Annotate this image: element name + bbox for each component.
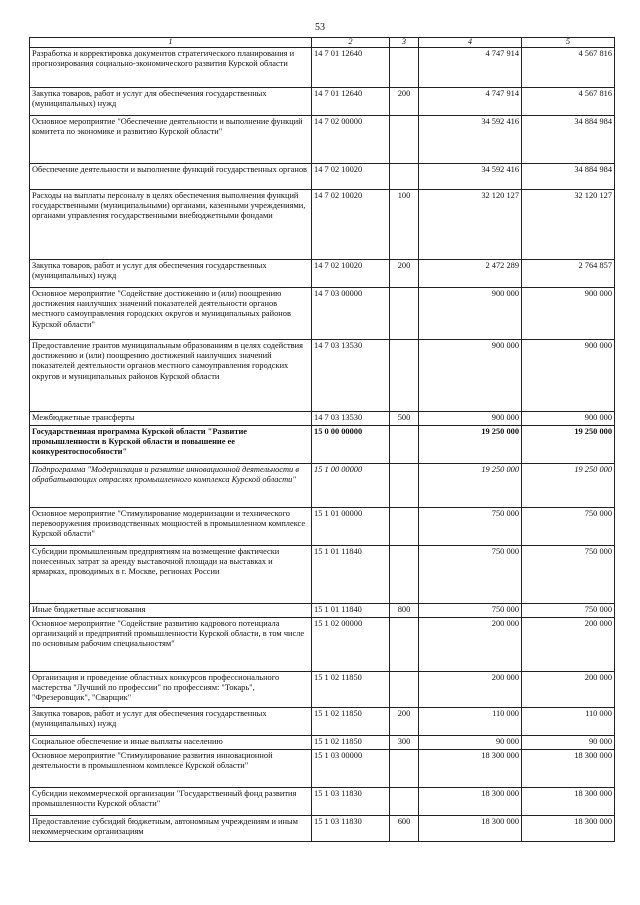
table-row	[30, 426, 615, 464]
table-row	[30, 816, 615, 842]
row-value-col4-cell: 110 000	[419, 708, 522, 736]
table-row	[30, 672, 615, 708]
row-value-col4-cell: 900 000	[419, 288, 522, 340]
row-type-cell	[390, 288, 419, 340]
row-type-cell: 300	[390, 736, 419, 750]
table-row	[30, 604, 615, 618]
column-number: 5	[522, 38, 615, 48]
row-code-cell: 15 1 01 11840	[312, 546, 390, 604]
column-number-row	[30, 38, 615, 48]
table-row	[30, 508, 615, 546]
table-row	[30, 788, 615, 816]
row-code-cell: 14 7 03 13530	[312, 412, 390, 426]
row-type-cell	[390, 340, 419, 412]
row-type-cell: 600	[390, 816, 419, 842]
row-code-cell: 15 1 01 00000	[312, 508, 390, 546]
row-code-cell: 15 1 02 11850	[312, 736, 390, 750]
row-value-col5-cell: 34 884 984	[522, 164, 615, 190]
row-code-cell: 15 1 02 00000	[312, 618, 390, 672]
row-type-cell	[390, 508, 419, 546]
row-value-col4-cell: 18 300 000	[419, 816, 522, 842]
column-number: 4	[419, 38, 522, 48]
row-name-cell: Обеспечение деятельности и выполнение функций государственных органов	[30, 164, 312, 190]
row-value-col4-cell: 19 250 000	[419, 464, 522, 508]
row-name-cell: Субсидии некоммерческой организации "Государственный фонд развития промышленности Курской области"	[30, 788, 312, 816]
row-value-col5-cell: 900 000	[522, 412, 615, 426]
row-name-cell: Государственная программа Курской области "Развитие промышленности в Курской области и повышение ее конкурентоспособности"	[30, 426, 312, 464]
row-name-cell: Предоставление грантов муниципальным образованиям в целях содействия достижению и (или) поощрению достижений наилучших значений показателей деятельности органов местного самоуправления городских округов и муниципальных районов Курской области	[30, 340, 312, 412]
row-type-cell	[390, 788, 419, 816]
row-value-col4-cell: 18 300 000	[419, 788, 522, 816]
row-code-cell: 14 7 03 13530	[312, 340, 390, 412]
row-value-col5-cell: 18 300 000	[522, 750, 615, 788]
budget-table	[29, 37, 615, 842]
row-name-cell: Закупка товаров, работ и услуг для обеспечения государственных (муниципальных) нужд	[30, 88, 312, 116]
row-code-cell: 14 7 02 00000	[312, 116, 390, 164]
row-type-cell: 200	[390, 88, 419, 116]
row-value-col4-cell: 200 000	[419, 672, 522, 708]
row-type-cell: 800	[390, 604, 419, 618]
row-type-cell	[390, 672, 419, 708]
table-row	[30, 48, 615, 88]
row-type-cell: 500	[390, 412, 419, 426]
table-row	[30, 340, 615, 412]
row-name-cell: Социальное обеспечение и иные выплаты населению	[30, 736, 312, 750]
table-row	[30, 260, 615, 288]
row-code-cell: 15 1 02 11850	[312, 708, 390, 736]
row-name-cell: Основное мероприятие "Содействие развитию кадрового потенциала организаций и предприятий промышленности Курской области, в том числе по основным рабочим специальностям"	[30, 618, 312, 672]
row-value-col4-cell: 34 592 416	[419, 116, 522, 164]
row-type-cell	[390, 48, 419, 88]
row-type-cell	[390, 546, 419, 604]
row-code-cell: 14 7 01 12640	[312, 48, 390, 88]
row-value-col4-cell: 2 472 289	[419, 260, 522, 288]
row-code-cell: 15 1 03 00000	[312, 750, 390, 788]
row-code-cell: 15 1 00 00000	[312, 464, 390, 508]
table-row	[30, 288, 615, 340]
row-value-col4-cell: 750 000	[419, 604, 522, 618]
row-code-cell: 15 0 00 00000	[312, 426, 390, 464]
row-code-cell: 14 7 02 10020	[312, 164, 390, 190]
row-value-col5-cell: 90 000	[522, 736, 615, 750]
page-number: 53	[315, 22, 325, 33]
row-name-cell: Организация и проведение областных конкурсов профессионального мастерства "Лучший по профессии" по профессиям: "Токарь", "Фрезеровщик", "Сварщик"	[30, 672, 312, 708]
row-value-col4-cell: 750 000	[419, 508, 522, 546]
row-value-col4-cell: 34 592 416	[419, 164, 522, 190]
row-value-col5-cell: 750 000	[522, 604, 615, 618]
row-value-col5-cell: 2 764 857	[522, 260, 615, 288]
row-value-col4-cell: 4 747 914	[419, 88, 522, 116]
row-type-cell: 200	[390, 260, 419, 288]
table-row	[30, 618, 615, 672]
row-type-cell	[390, 750, 419, 788]
row-value-col5-cell: 900 000	[522, 340, 615, 412]
row-value-col4-cell: 4 747 914	[419, 48, 522, 88]
row-value-col5-cell: 32 120 127	[522, 190, 615, 260]
table-row	[30, 190, 615, 260]
row-name-cell: Подпрограмма "Модернизация и развитие инновационной деятельности в обрабатывающих отраслях промышленного комплекса Курской области"	[30, 464, 312, 508]
row-code-cell: 14 7 01 12640	[312, 88, 390, 116]
row-value-col4-cell: 18 300 000	[419, 750, 522, 788]
row-value-col5-cell: 200 000	[522, 672, 615, 708]
table-row	[30, 116, 615, 164]
table-row	[30, 736, 615, 750]
row-name-cell: Основное мероприятие "Содействие достижению и (или) поощрению достижения наилучших значений показателей деятельности органов местного самоуправления городских округов и муниципальных районов Курской области"	[30, 288, 312, 340]
row-code-cell: 15 1 01 11840	[312, 604, 390, 618]
row-value-col5-cell: 18 300 000	[522, 816, 615, 842]
table-row	[30, 412, 615, 426]
row-name-cell: Основное мероприятие "Обеспечение деятельности и выполнение функций комитета по экономике и развитию Курской области"	[30, 116, 312, 164]
row-code-cell: 15 1 03 11830	[312, 816, 390, 842]
row-value-col5-cell: 19 250 000	[522, 464, 615, 508]
row-value-col5-cell: 34 884 984	[522, 116, 615, 164]
row-name-cell: Межбюджетные трансферты	[30, 412, 312, 426]
row-type-cell: 200	[390, 708, 419, 736]
row-code-cell: 15 1 03 11830	[312, 788, 390, 816]
row-code-cell: 14 7 02 10020	[312, 260, 390, 288]
row-value-col5-cell: 200 000	[522, 618, 615, 672]
row-value-col4-cell: 750 000	[419, 546, 522, 604]
row-code-cell: 15 1 02 11850	[312, 672, 390, 708]
table-row	[30, 88, 615, 116]
row-name-cell: Закупка товаров, работ и услуг для обеспечения государственных (муниципальных) нужд	[30, 708, 312, 736]
table-row	[30, 164, 615, 190]
row-value-col4-cell: 200 000	[419, 618, 522, 672]
table-row	[30, 546, 615, 604]
row-value-col5-cell: 4 567 816	[522, 88, 615, 116]
row-type-cell	[390, 426, 419, 464]
row-code-cell: 14 7 02 10020	[312, 190, 390, 260]
row-value-col5-cell: 4 567 816	[522, 48, 615, 88]
row-value-col4-cell: 32 120 127	[419, 190, 522, 260]
row-type-cell	[390, 618, 419, 672]
table-row	[30, 750, 615, 788]
row-name-cell: Предоставление субсидий бюджетным, автономным учреждениям и иным некоммерческим организациям	[30, 816, 312, 842]
row-type-cell	[390, 116, 419, 164]
row-value-col4-cell: 900 000	[419, 412, 522, 426]
row-name-cell: Расходы на выплаты персоналу в целях обеспечения выполнения функций государственными (муниципальными) органами, казенными учреждениями, органами управления государственными внебюджетными фондами	[30, 190, 312, 260]
column-number: 1	[30, 38, 312, 48]
row-name-cell: Разработка и корректировка документов стратегического планирования и прогнозирования социально-экономического развития Курской области	[30, 48, 312, 88]
row-value-col5-cell: 750 000	[522, 508, 615, 546]
row-value-col5-cell: 18 300 000	[522, 788, 615, 816]
row-value-col5-cell: 19 250 000	[522, 426, 615, 464]
row-code-cell: 14 7 03 00000	[312, 288, 390, 340]
row-type-cell	[390, 464, 419, 508]
table-row	[30, 708, 615, 736]
row-value-col5-cell: 900 000	[522, 288, 615, 340]
row-name-cell: Закупка товаров, работ и услуг для обеспечения государственных (муниципальных) нужд	[30, 260, 312, 288]
row-value-col4-cell: 900 000	[419, 340, 522, 412]
row-name-cell: Основное мероприятие "Стимулирование развития инновационной деятельности в промышленном комплексе Курской области"	[30, 750, 312, 788]
row-name-cell: Основное мероприятие "Стимулирование модернизации и технического перевооружения производственных мощностей в промышленном комплексе Курской области"	[30, 508, 312, 546]
column-number: 2	[312, 38, 390, 48]
row-type-cell: 100	[390, 190, 419, 260]
row-name-cell: Субсидии промышленным предприятиям на возмещение фактически понесенных затрат за аренду выставочной площади на выставках и ярмарках, проводимых в г. Москве, регионах России	[30, 546, 312, 604]
row-value-col4-cell: 90 000	[419, 736, 522, 750]
row-value-col5-cell: 750 000	[522, 546, 615, 604]
row-type-cell	[390, 164, 419, 190]
row-value-col4-cell: 19 250 000	[419, 426, 522, 464]
table-row	[30, 464, 615, 508]
row-name-cell: Иные бюджетные ассигнования	[30, 604, 312, 618]
row-value-col5-cell: 110 000	[522, 708, 615, 736]
column-number: 3	[390, 38, 419, 48]
